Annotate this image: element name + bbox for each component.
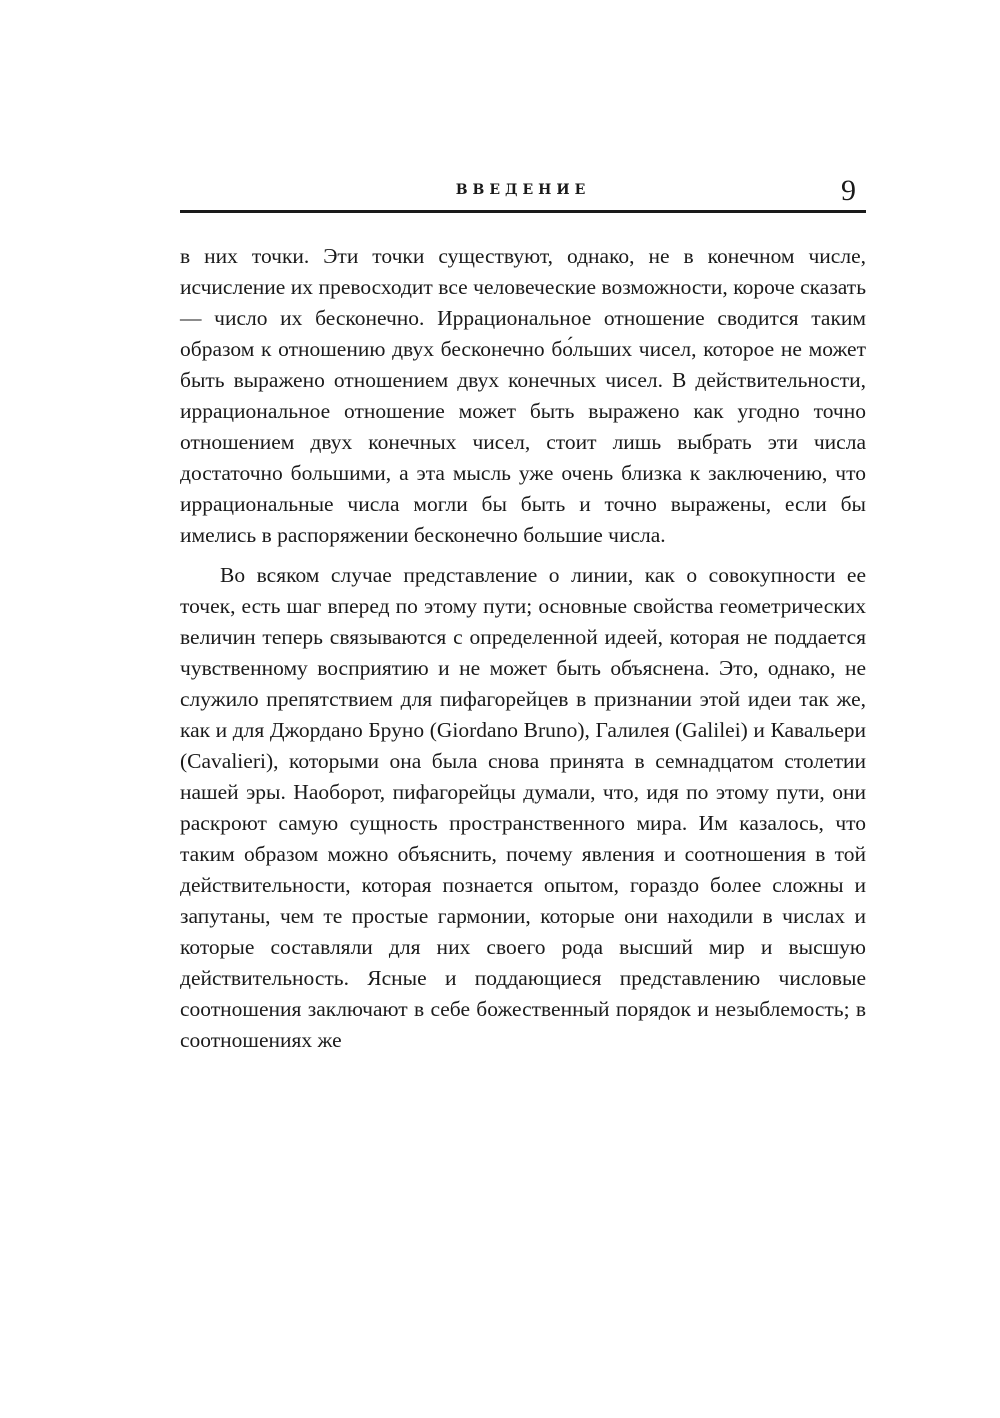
paragraph-continuation: в них точки. Эти точки существуют, однако, не в конечном числе, исчисление их превосходит все человеческие возможности, короче сказать — число их бесконечно. Иррациональное отношение сводится таким образом к отношению двух бесконечно бо́льших чисел, которое не может быть выражено отношением двух конечных чисел. В действительности, иррациональное отношение может быть выражено как угодно точно отношением двух конечных чисел, стоит лишь выбрать эти числа достаточно большими, а эта мысль уже очень близка к заключению, что иррациональные числа могли бы быть и точно выражены, если бы имелись в распоряжении бесконечно большие числа. xyxy=(180,244,866,547)
page-number: 9 xyxy=(841,174,856,207)
running-head xyxy=(180,174,866,208)
header-rule xyxy=(180,210,866,213)
body-text xyxy=(180,241,866,1056)
chapter-title: ВВЕДЕНИЕ xyxy=(455,182,591,198)
paragraph: Во всяком случае представление о линии, как о совокупности ее точек, есть шаг вперед по этому пути; основные свойства геометрических величин теперь связываются с определенной идеей, которая не поддается чувственному восприятию и не может быть объяснена. Это, однако, не служило препятствием для пифагорейцев в признании этой идеи так же, как и для Джордано Бруно (Giordano Bruno), Галилея (Galilei) и Кавальери (Cavalieri), которыми она была снова принята в семнадцатом столетии нашей эры. Наоборот, пифагорейцы думали, что, идя по этому пути, они раскроют самую сущность пространственного мира. Им казалось, что таким образом можно объяснить, почему явления и соотношения в той действительности, которая познается опытом, гораздо более сложны и запутаны, чем те простые гармонии, которые они находили в числах и которые составляли для них своего рода высший мир и высшую действительность. Ясные и поддающиеся представлению числовые соотношения заключают в себе божественный порядок и незыблемость; в соотношениях же xyxy=(180,563,866,1052)
